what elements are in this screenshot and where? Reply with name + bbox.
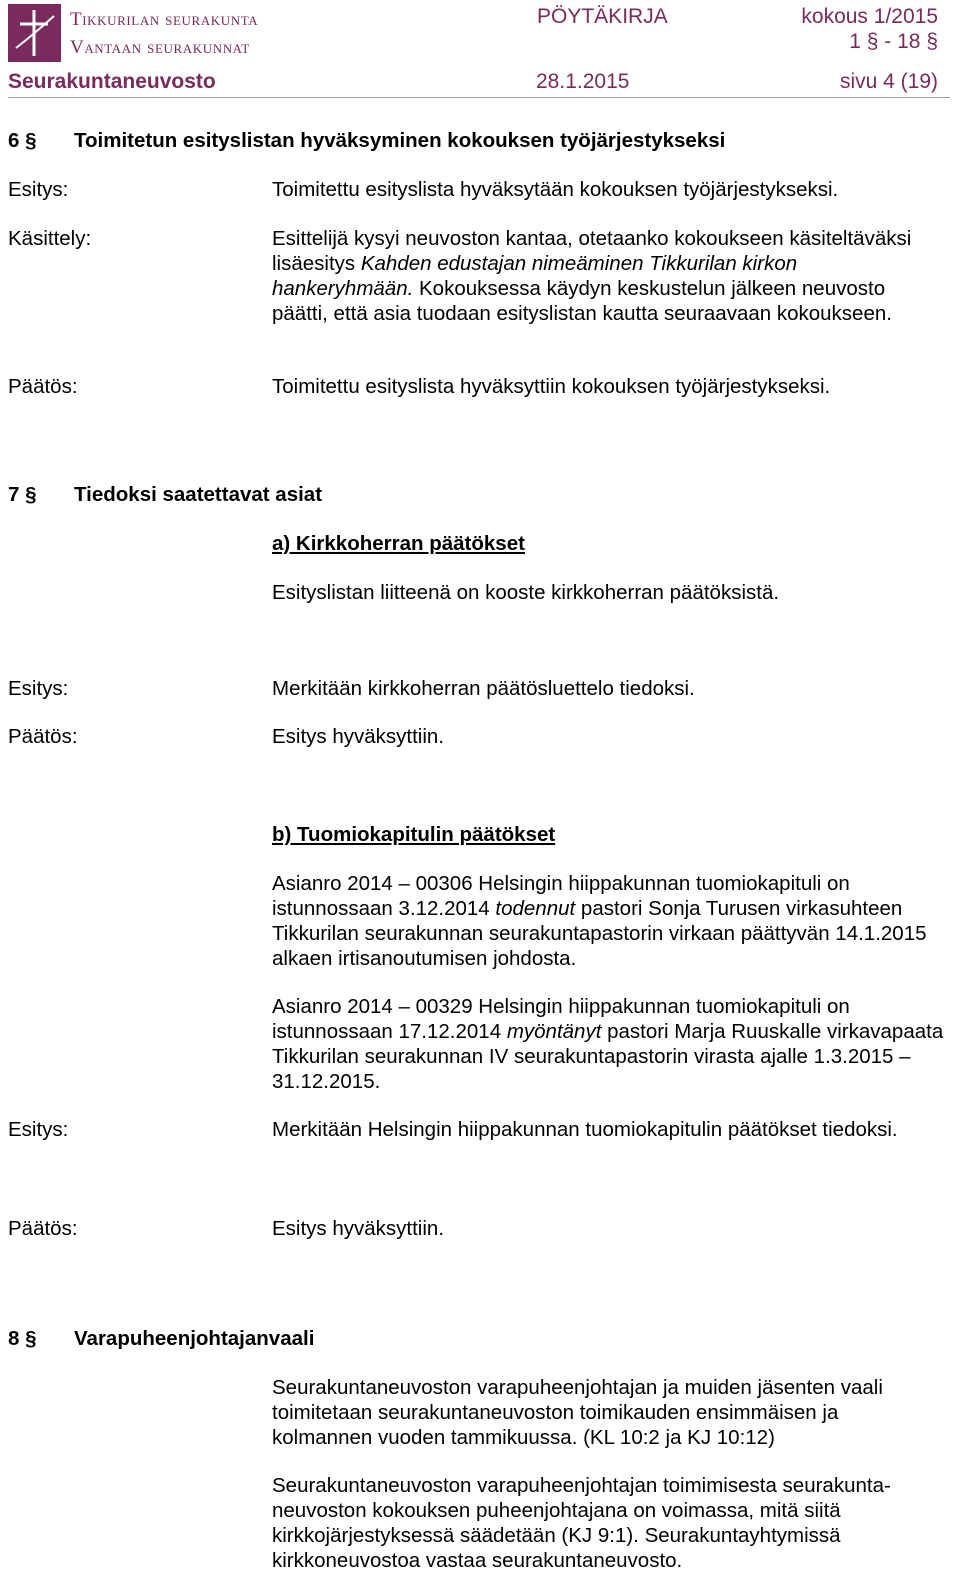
section-7-title: Tiedoksi saatettavat asiat <box>74 483 323 506</box>
paragraph-2-line1: Seurakuntaneuvoston varapuheenjohtajan toimimisesta seurakunta- <box>272 1474 891 1497</box>
section-8-title: Varapuheenjohtajanvaali <box>74 1327 315 1350</box>
esitys-text: Toimitettu esityslista hyväksytään kokouksen työjärjestykseksi. <box>272 178 839 201</box>
section-6-title: Toimitetun esityslistan hyväksyminen kokouksen työjärjestykseksi <box>74 129 726 152</box>
kasittely-text-part2: Kokouksessa käydyn keskustelun jälkeen neuvosto päätti, että asia tuodaan esityslistan kautta seuraavaan kokoukseen. <box>272 277 892 325</box>
paatos-label: Päätös: <box>8 725 78 748</box>
section-7-number: 7 § <box>8 483 37 506</box>
org-subname: Vantaan seurakunnat <box>70 37 250 58</box>
esitys-text: Merkitään Helsingin hiippakunnan tuomiokapitulin päätökset tiedoksi. <box>272 1118 898 1141</box>
paatos-label: Päätös: <box>8 1217 78 1240</box>
cross-icon <box>8 4 61 62</box>
decision-1-italic: todennut <box>495 897 576 920</box>
paatos-label: Päätös: <box>8 375 78 398</box>
kasittely-text-italic: Kahden edustajan nimeäminen Tikkurilan kirkon hankeryhmään. <box>272 252 798 300</box>
header-divider <box>8 97 950 98</box>
esitys-label: Esitys: <box>8 178 69 201</box>
section-8-paragraph-1: Seurakuntaneuvoston varapuheenjohtajan ja muiden jäsenten vaali toimitetaan seurakuntaneuvoston toimikauden ensimmäisen ja kolmannen vuoden tammikuussa. (KL 10:2 ja KJ 10:12) <box>272 1376 883 1449</box>
decision-2-part1: Asianro 2014 – 00329 Helsingin hiippakunnan tuomiokapituli on istunnossaan 17.12.2014 <box>272 995 850 1043</box>
org-name: Tikkurilan seurakunta <box>70 9 259 30</box>
esitys-label: Esitys: <box>8 677 69 700</box>
esitys-text: Merkitään kirkkoherran päätösluettelo tiedoksi. <box>272 677 695 700</box>
kasittely-text <box>272 226 944 326</box>
subsection-a-heading: a) Kirkkoherran päätökset <box>272 532 525 555</box>
doc-type: PÖYTÄKIRJA <box>537 5 668 28</box>
council-name: Seurakuntaneuvosto <box>8 70 216 93</box>
subsection-a-intro: Esityslistan liitteenä on kooste kirkkoherran päätöksistä. <box>272 581 780 604</box>
page-number: sivu 4 (19) <box>839 70 938 93</box>
paatos-text: Esitys hyväksyttiin. <box>272 725 445 748</box>
meeting-number: kokous 1/2015 <box>801 5 938 28</box>
kasittely-text-part1: Esittelijä kysyi neuvoston kantaa, otetaanko kokoukseen käsiteltäväksi lisäesitys <box>272 227 912 275</box>
decision-paragraph-2 <box>272 994 944 1094</box>
meeting-date: 28.1.2015 <box>536 70 630 93</box>
decision-1-part2: pastori Sonja Turusen virkasuhteen Tikkurilan seurakunnan seurakuntapastorin virkaan päättyvän 14.1.2015 alkaen irtisanoutumisen johdosta. <box>272 897 927 970</box>
paatos-text: Toimitettu esityslista hyväksyttiin kokouksen työjärjestykseksi. <box>272 375 831 398</box>
decision-paragraph-1 <box>272 871 944 971</box>
esitys-label: Esitys: <box>8 1118 69 1141</box>
paragraph-2-rest: neuvoston kokouksen puheenjohtajana on voimassa, mitä siitä kirkkojärjestyksessä säädetään (KJ 9:1). Seurakuntayhtymissä kirkkoneuvostoa vastaa seurakuntaneuvosto. <box>272 1499 841 1572</box>
section-8-paragraph-2 <box>272 1473 944 1573</box>
paatos-text: Esitys hyväksyttiin. <box>272 1217 445 1240</box>
decision-2-italic: myöntänyt <box>506 1020 602 1043</box>
section-range: 1 § - 18 § <box>849 30 938 53</box>
subsection-b-heading: b) Tuomiokapitulin päätökset <box>272 823 556 846</box>
section-6-number: 6 § <box>8 129 37 152</box>
kasittely-label: Käsittely: <box>8 227 92 250</box>
decision-1-part1: Asianro 2014 – 00306 Helsingin hiippakunnan tuomiokapituli on istunnossaan 3.12.2014 <box>272 872 850 920</box>
decision-2-part2: pastori Marja Ruuskalle virkavapaata Tikkurilan seurakunnan IV seurakuntapastorin virasta ajalle 1.3.2015 – 31.12.2015. <box>272 1020 944 1093</box>
church-logo <box>8 4 61 62</box>
section-8-number: 8 § <box>8 1327 37 1350</box>
